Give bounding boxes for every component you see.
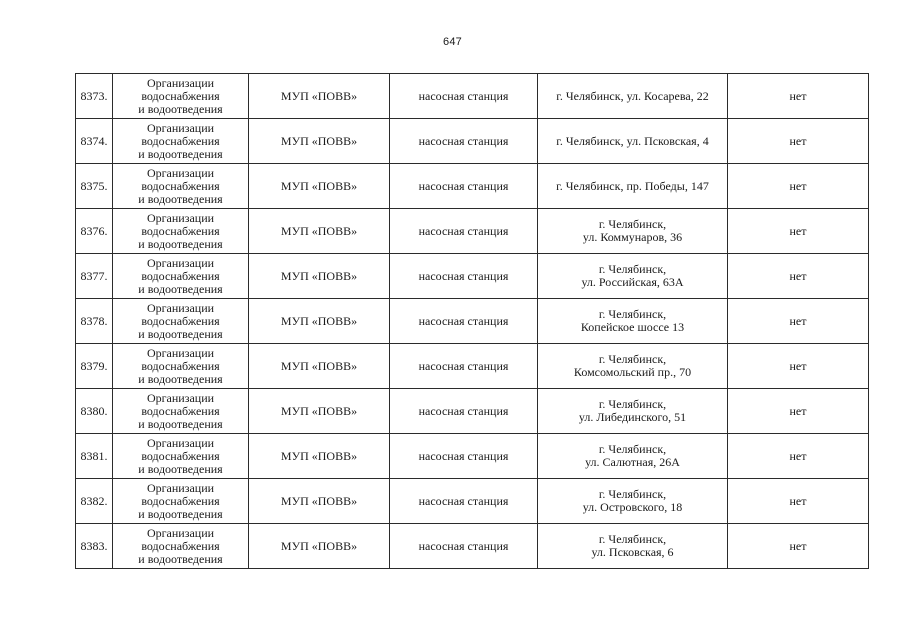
page-number: 647 bbox=[443, 36, 462, 48]
organization-type-cell: Организации водоснабжения и водоотведения bbox=[113, 434, 249, 479]
table-row bbox=[76, 119, 869, 164]
owner-cell: МУП «ПОВВ» bbox=[249, 74, 390, 119]
table-row bbox=[76, 344, 869, 389]
address-cell: г. Челябинск, пр. Победы, 147 bbox=[538, 164, 728, 209]
registry-table-body bbox=[76, 74, 869, 569]
table-row bbox=[76, 389, 869, 434]
organization-type-cell: Организации водоснабжения и водоотведения bbox=[113, 344, 249, 389]
table-row bbox=[76, 209, 869, 254]
object-type-cell: насосная станция bbox=[390, 254, 538, 299]
flag-cell: нет bbox=[728, 74, 869, 119]
address-cell: г. Челябинск, Копейское шоссе 13 bbox=[538, 299, 728, 344]
object-type-cell: насосная станция bbox=[390, 209, 538, 254]
organization-type-cell: Организации водоснабжения и водоотведения bbox=[113, 254, 249, 299]
address-cell: г. Челябинск, ул. Салютная, 26А bbox=[538, 434, 728, 479]
row-number-cell: 8382. bbox=[76, 479, 113, 524]
owner-cell: МУП «ПОВВ» bbox=[249, 119, 390, 164]
object-type-cell: насосная станция bbox=[390, 119, 538, 164]
object-type-cell: насосная станция bbox=[390, 344, 538, 389]
table-row bbox=[76, 164, 869, 209]
object-type-cell: насосная станция bbox=[390, 524, 538, 569]
table-row bbox=[76, 254, 869, 299]
owner-cell: МУП «ПОВВ» bbox=[249, 344, 390, 389]
address-cell: г. Челябинск, ул. Псковская, 4 bbox=[538, 119, 728, 164]
row-number-cell: 8379. bbox=[76, 344, 113, 389]
row-number-cell: 8378. bbox=[76, 299, 113, 344]
organization-type-cell: Организации водоснабжения и водоотведения bbox=[113, 389, 249, 434]
flag-cell: нет bbox=[728, 299, 869, 344]
row-number-cell: 8381. bbox=[76, 434, 113, 479]
flag-cell: нет bbox=[728, 119, 869, 164]
owner-cell: МУП «ПОВВ» bbox=[249, 164, 390, 209]
flag-cell: нет bbox=[728, 479, 869, 524]
flag-cell: нет bbox=[728, 389, 869, 434]
table-row bbox=[76, 299, 869, 344]
organization-type-cell: Организации водоснабжения и водоотведения bbox=[113, 299, 249, 344]
address-cell: г. Челябинск, ул. Российская, 63А bbox=[538, 254, 728, 299]
table-row bbox=[76, 434, 869, 479]
address-cell: г. Челябинск, ул. Островского, 18 bbox=[538, 479, 728, 524]
flag-cell: нет bbox=[728, 254, 869, 299]
object-type-cell: насосная станция bbox=[390, 479, 538, 524]
organization-type-cell: Организации водоснабжения и водоотведения bbox=[113, 479, 249, 524]
flag-cell: нет bbox=[728, 344, 869, 389]
row-number-cell: 8373. bbox=[76, 74, 113, 119]
row-number-cell: 8377. bbox=[76, 254, 113, 299]
row-number-cell: 8375. bbox=[76, 164, 113, 209]
organization-type-cell: Организации водоснабжения и водоотведения bbox=[113, 209, 249, 254]
table-row bbox=[76, 479, 869, 524]
owner-cell: МУП «ПОВВ» bbox=[249, 524, 390, 569]
address-cell: г. Челябинск, ул. Косарева, 22 bbox=[538, 74, 728, 119]
object-type-cell: насосная станция bbox=[390, 74, 538, 119]
object-type-cell: насосная станция bbox=[390, 389, 538, 434]
flag-cell: нет bbox=[728, 434, 869, 479]
organization-type-cell: Организации водоснабжения и водоотведения bbox=[113, 119, 249, 164]
row-number-cell: 8374. bbox=[76, 119, 113, 164]
address-cell: г. Челябинск, ул. Псковская, 6 bbox=[538, 524, 728, 569]
row-number-cell: 8383. bbox=[76, 524, 113, 569]
address-cell: г. Челябинск, ул. Коммунаров, 36 bbox=[538, 209, 728, 254]
owner-cell: МУП «ПОВВ» bbox=[249, 389, 390, 434]
organization-type-cell: Организации водоснабжения и водоотведения bbox=[113, 164, 249, 209]
address-cell: г. Челябинск, ул. Либединского, 51 bbox=[538, 389, 728, 434]
table-row bbox=[76, 524, 869, 569]
row-number-cell: 8380. bbox=[76, 389, 113, 434]
row-number-cell: 8376. bbox=[76, 209, 113, 254]
organization-type-cell: Организации водоснабжения и водоотведения bbox=[113, 524, 249, 569]
object-type-cell: насосная станция bbox=[390, 299, 538, 344]
flag-cell: нет bbox=[728, 524, 869, 569]
object-type-cell: насосная станция bbox=[390, 434, 538, 479]
owner-cell: МУП «ПОВВ» bbox=[249, 479, 390, 524]
object-type-cell: насосная станция bbox=[390, 164, 538, 209]
flag-cell: нет bbox=[728, 164, 869, 209]
owner-cell: МУП «ПОВВ» bbox=[249, 434, 390, 479]
table-row bbox=[76, 74, 869, 119]
owner-cell: МУП «ПОВВ» bbox=[249, 299, 390, 344]
owner-cell: МУП «ПОВВ» bbox=[249, 254, 390, 299]
flag-cell: нет bbox=[728, 209, 869, 254]
owner-cell: МУП «ПОВВ» bbox=[249, 209, 390, 254]
address-cell: г. Челябинск, Комсомольский пр., 70 bbox=[538, 344, 728, 389]
registry-table bbox=[75, 73, 869, 569]
organization-type-cell: Организации водоснабжения и водоотведения bbox=[113, 74, 249, 119]
